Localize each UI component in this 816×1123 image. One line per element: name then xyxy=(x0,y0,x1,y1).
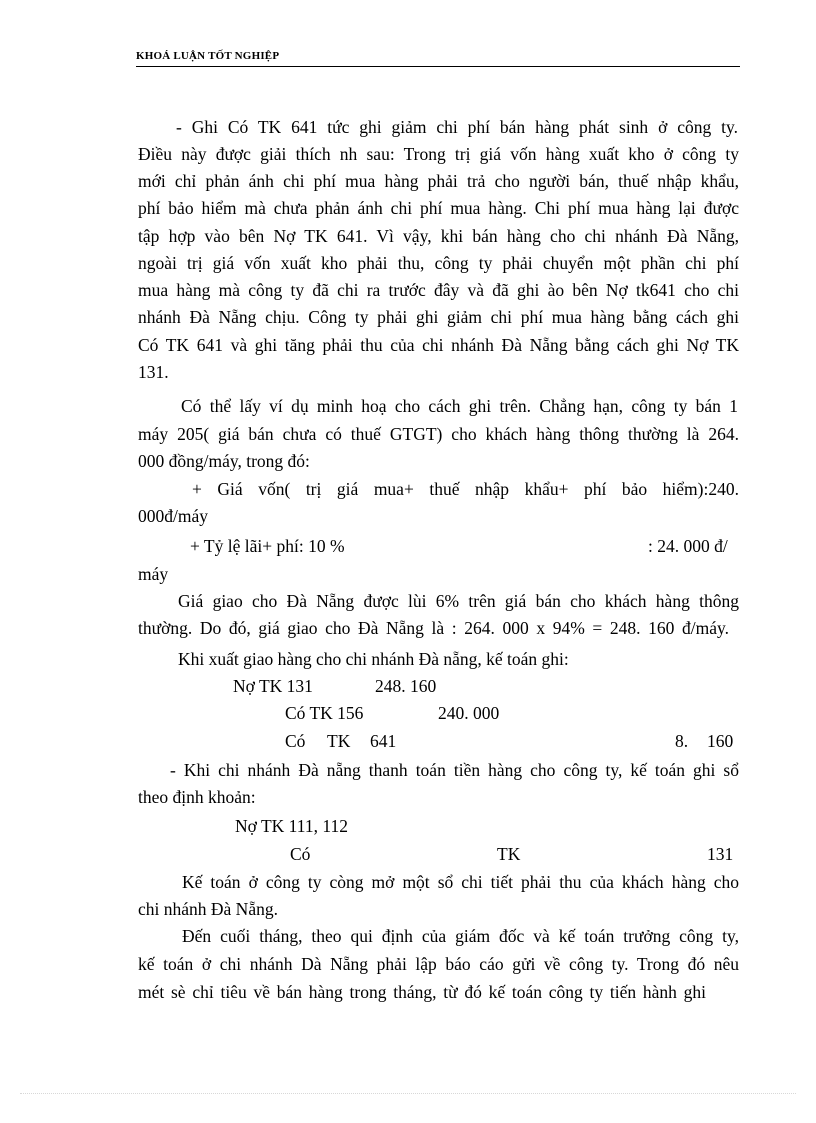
text-line: máy 205( giá bán chưa có thuế GTGT) cho khách hàng thông thường là 264. xyxy=(138,424,739,444)
text-line: 000đ/máy xyxy=(138,506,208,526)
journal-debit-amount: 248. 160 xyxy=(375,676,437,696)
text-line: TK xyxy=(327,731,351,751)
text-line: nhánh Đà Nẵng chịu. Công ty phải ghi giảm chi phí mua hàng bằng cách ghi xyxy=(138,307,739,327)
page-header xyxy=(136,48,740,67)
text-line: kế toán ở chi nhánh Dà Nẵng phải lập báo cáo gửi về công ty. Trong đó nêu xyxy=(138,954,739,974)
text-line: theo định khoản: xyxy=(138,787,256,807)
text-line: + Tỷ lệ lãi+ phí: 10 % xyxy=(190,536,345,556)
text-line: Có xyxy=(285,731,306,751)
text-line: 000 đồng/máy, trong đó: xyxy=(138,451,310,471)
text-line: mới chỉ phản ánh chi phí mua hàng phải trả cho người bán, thuế nhập khẩu, xyxy=(138,171,739,191)
text-line: 131 xyxy=(707,844,734,864)
header-title: KHOÁ LUẬN TỐT NGHIỆP xyxy=(136,50,280,62)
text-line: : 24. 000 đ/ xyxy=(648,536,728,556)
text-line: 8. xyxy=(675,731,689,751)
text-line: Có TK 641 và ghi tăng phải thu của chi nhánh Đà Nẵng bằng cách ghi Nợ TK xyxy=(138,335,739,355)
journal-credit-amount: 240. 000 xyxy=(438,703,500,723)
page-bottom-divider xyxy=(20,1093,796,1094)
text-line: - Ghi Có TK 641 tức ghi giảm chi phí bán hàng phát sinh ở công ty. xyxy=(176,117,738,137)
text-line: Đến cuối tháng, theo qui định của giám đốc và kế toán trưởng công ty, xyxy=(182,926,739,946)
journal-credit-account: Có TK 156 xyxy=(285,703,364,723)
text-line: Có thể lấy ví dụ minh hoạ cho cách ghi trên. Chẳng hạn, công ty bán 1 xyxy=(181,396,738,416)
journal-debit-account: Nợ TK 131 xyxy=(233,676,313,696)
text-line: - Khi chi nhánh Đà nẵng thanh toán tiền hàng cho công ty, kế toán ghi sổ xyxy=(170,760,739,780)
text-line: ngoài trị giá vốn xuất kho phải thu, công ty phải chuyển một phần chi phí xyxy=(138,253,739,273)
text-line: Điều này được giải thích nh sau: Trong trị giá vốn hàng xuất kho ở công ty xyxy=(138,144,739,164)
text-line: chi nhánh Đà Nẵng. xyxy=(138,899,278,919)
text-line: máy xyxy=(138,564,169,584)
text-line: + Giá vốn( trị giá mua+ thuế nhập khẩu+ phí bảo hiểm):240. xyxy=(192,479,739,499)
text-line: 160 xyxy=(707,731,734,751)
text-line: tập hợp vào bên Nợ TK 641. Vì vậy, khi bán hàng cho chi nhánh Đà Nẵng, xyxy=(138,226,739,246)
text-line: 641 xyxy=(370,731,397,751)
text-line: TK xyxy=(497,844,521,864)
text-line: Có xyxy=(290,844,311,864)
text-line: phí bảo hiểm mà chưa phản ánh chi phí mua hàng. Chi phí mua hàng lại được xyxy=(138,198,739,218)
text-line: thường. Do đó, giá giao cho Đà Nẵng là : 264. 000 x 94% = 248. 160 đ/máy. xyxy=(138,618,729,638)
journal-debit-account: Nợ TK 111, 112 xyxy=(235,816,348,836)
text-line: Kế toán ở công ty còng mở một sổ chi tiết phải thu của khách hàng cho xyxy=(182,872,739,892)
text-line: Khi xuất giao hàng cho chi nhánh Đà nẵng, kế toán ghi: xyxy=(178,649,569,669)
text-line: mua hàng mà công ty đã chi ra trước đây và đã ghi ào bên Nợ tk641 cho chi xyxy=(138,280,739,300)
text-line: Giá giao cho Đà Nẵng được lùi 6% trên giá bán cho khách hàng thông xyxy=(178,591,739,611)
text-line: mét sè chỉ tiêu về bán hàng trong tháng, từ đó kế toán công ty tiến hành ghi xyxy=(138,982,706,1002)
text-line: 131. xyxy=(138,362,169,382)
